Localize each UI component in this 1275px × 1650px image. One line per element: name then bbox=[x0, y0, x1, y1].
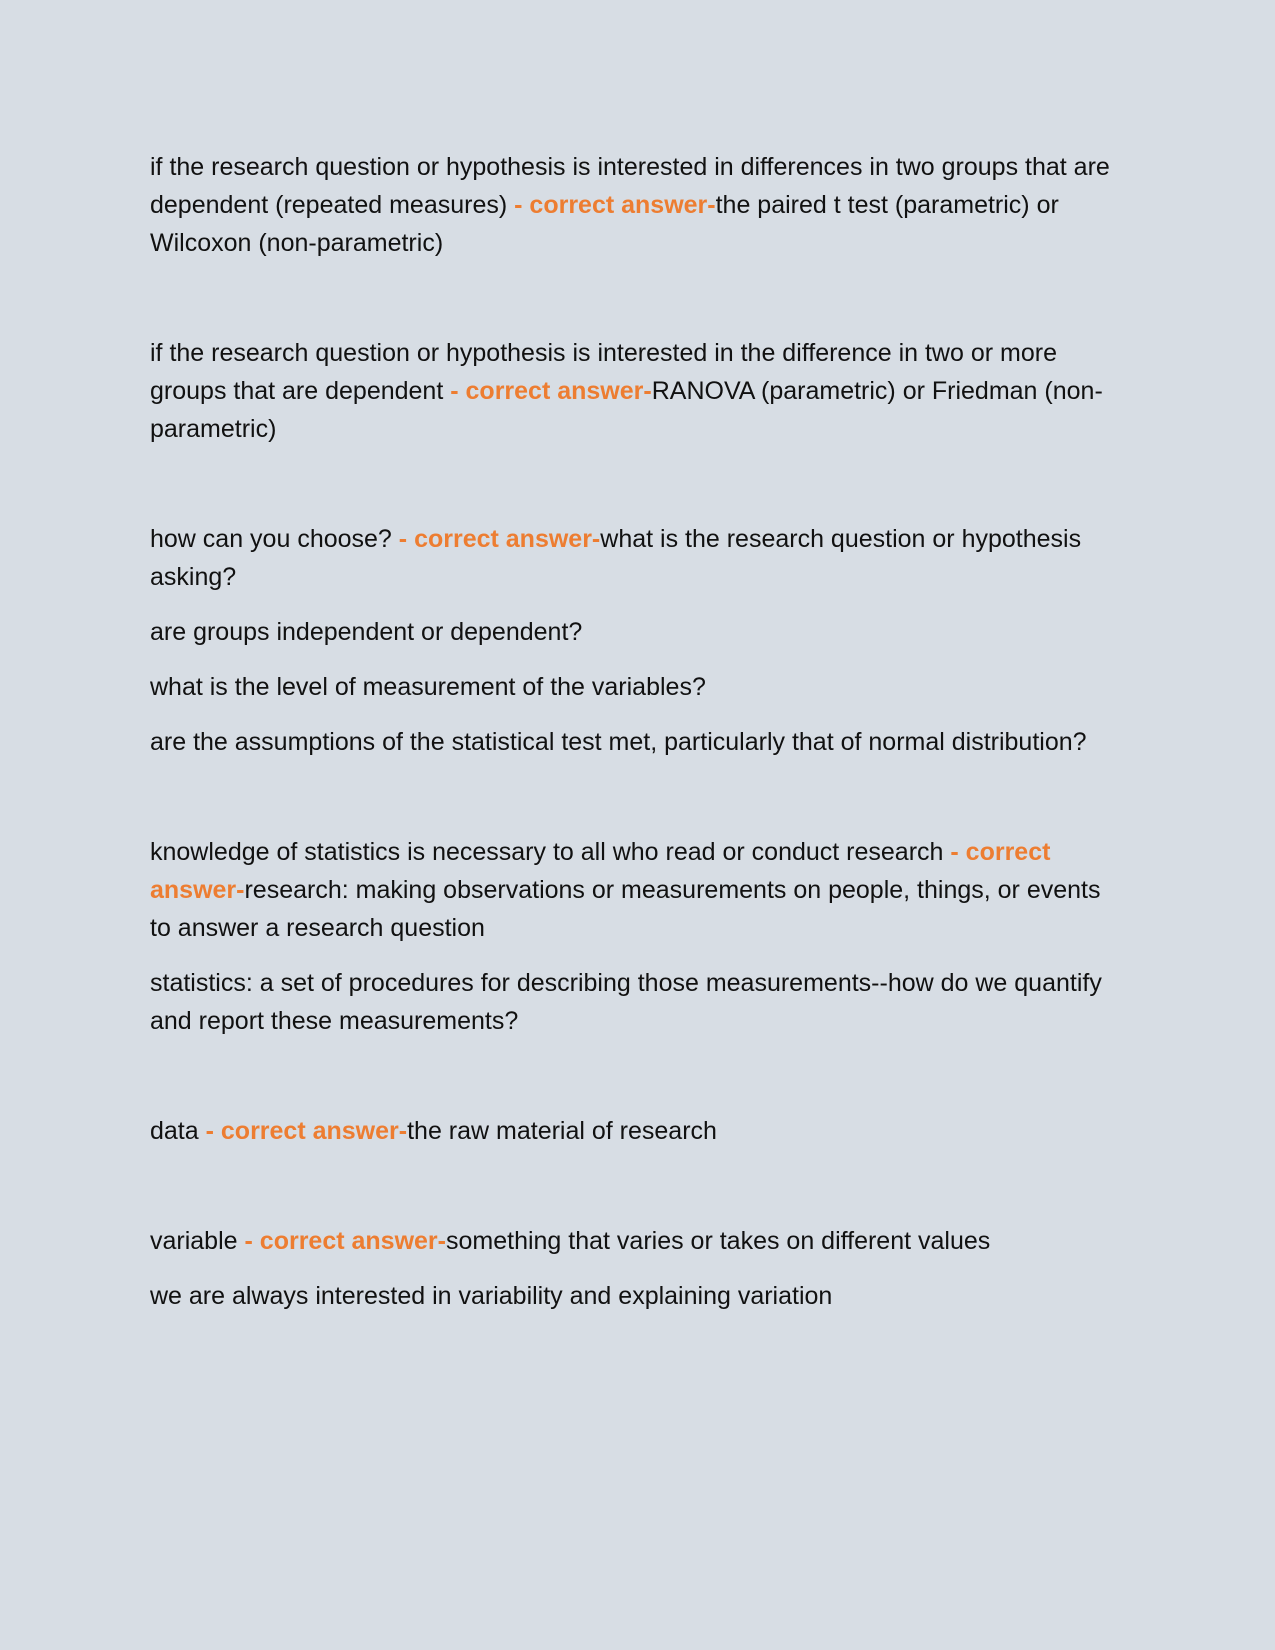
question-text: how can you choose? bbox=[150, 525, 392, 553]
flashcard-line bbox=[150, 1112, 1125, 1150]
flashcard-1 bbox=[150, 148, 1125, 262]
flashcard-line bbox=[150, 520, 1125, 596]
flashcard-4 bbox=[150, 833, 1125, 1040]
correct-answer-marker: - correct answer- bbox=[150, 838, 1051, 904]
answer-text: something that varies or takes on different values bbox=[445, 1227, 991, 1255]
correct-answer-marker: - correct answer- bbox=[514, 191, 716, 219]
answer-continuation: are groups independent or dependent? bbox=[150, 618, 583, 646]
flashcard-line bbox=[150, 334, 1125, 448]
answer-text: what is the research question or hypothesis asking? bbox=[150, 525, 1082, 591]
answer-text: research: making observations or measurements on people, things, or events to answer a research question bbox=[150, 876, 1101, 942]
flashcard-5 bbox=[150, 1112, 1125, 1150]
question-text: data bbox=[150, 1117, 199, 1145]
correct-answer-marker: - correct answer- bbox=[398, 525, 601, 553]
correct-answer-marker: - correct answer- bbox=[450, 377, 652, 405]
flashcard-6 bbox=[150, 1222, 1125, 1315]
question-text: knowledge of statistics is necessary to all who read or conduct research bbox=[150, 838, 944, 866]
flashcard-line bbox=[150, 1222, 1125, 1260]
answer-text: RANOVA (parametric) or Friedman (non-parametric) bbox=[150, 377, 1103, 443]
answer-continuation: are the assumptions of the statistical test met, particularly that of normal distribution? bbox=[150, 728, 1087, 756]
flashcard-2 bbox=[150, 334, 1125, 448]
answer-continuation: what is the level of measurement of the variables? bbox=[150, 673, 706, 701]
answer-continuation: we are always interested in variability and explaining variation bbox=[150, 1282, 833, 1310]
flashcard-line bbox=[150, 833, 1125, 947]
answer-text: the raw material of research bbox=[407, 1117, 717, 1145]
answer-continuation: statistics: a set of procedures for describing those measurements--how do we quantify and report these measurements? bbox=[150, 969, 1102, 1035]
flashcard-line bbox=[150, 148, 1125, 262]
question-text: if the research question or hypothesis is interested in the difference in two or more groups that are dependent bbox=[150, 339, 1057, 405]
flashcard-3 bbox=[150, 520, 1125, 761]
question-text: variable bbox=[150, 1227, 238, 1255]
answer-text: the paired t test (parametric) or Wilcoxon (non-parametric) bbox=[150, 191, 1059, 257]
correct-answer-marker: - correct answer- bbox=[244, 1227, 446, 1255]
correct-answer-marker: - correct answer- bbox=[205, 1117, 408, 1145]
question-text: if the research question or hypothesis is interested in differences in two groups that are dependent (repeated measures) bbox=[150, 153, 1110, 219]
